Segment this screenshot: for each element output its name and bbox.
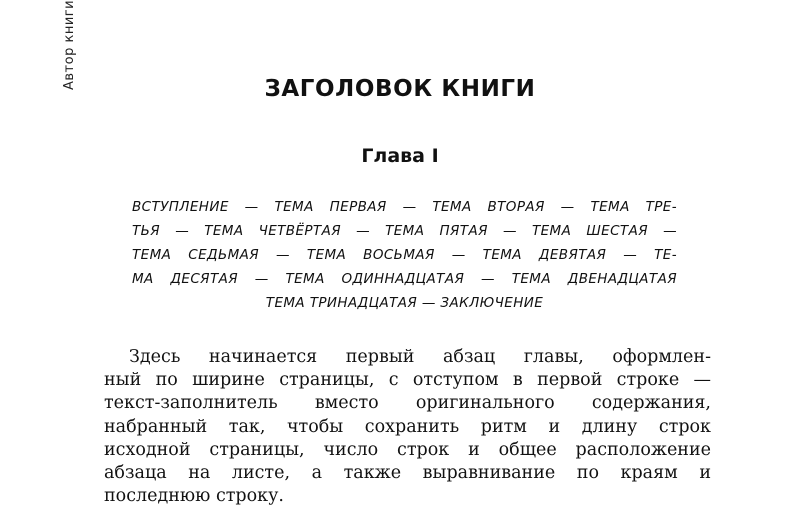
body-line: ный по ширине страницы, с отступом в первой строке — bbox=[104, 370, 711, 391]
synopsis-line: МА ДЕСЯТАЯ — ТЕМА ОДИННАДЦАТАЯ — ТЕМА ДВЕНАДЦАТАЯ bbox=[132, 271, 677, 287]
body-line: набранный так, чтобы сохранить ритм и длину строк bbox=[104, 416, 711, 437]
synopsis-line: ТЬЯ — ТЕМА ЧЕТВЁРТАЯ — ТЕМА ПЯТАЯ — ТЕМА ШЕСТАЯ — bbox=[132, 223, 677, 239]
body-line: текст-заполнитель вместо оригинального содержания, bbox=[104, 393, 711, 414]
body-paragraph bbox=[104, 346, 711, 508]
body-line: последнюю строку. bbox=[104, 486, 284, 507]
synopsis-line: ВСТУПЛЕНИЕ — ТЕМА ПЕРВАЯ — ТЕМА ВТОРАЯ — ТЕМА ТРЕ- bbox=[132, 199, 677, 215]
body-line: Здесь начинается первый абзац главы, оформлен- bbox=[129, 347, 711, 367]
body-line: абзаца на листе, а также выравнивание по краям и bbox=[104, 463, 711, 484]
body-line: исходной страницы, число строк и общее расположение bbox=[104, 439, 711, 460]
chapter-synopsis bbox=[132, 195, 677, 315]
book-title: ЗАГОЛОВОК КНИГИ bbox=[264, 76, 536, 102]
running-head: Автор книги bbox=[62, 0, 77, 90]
synopsis-line: ТЕМА СЕДЬМАЯ — ТЕМА ВОСЬМАЯ — ТЕМА ДЕВЯТАЯ — ТЕ- bbox=[132, 247, 677, 263]
synopsis-line: ТЕМА ТРИНАДЦАТАЯ — ЗАКЛЮЧЕНИЕ bbox=[265, 295, 544, 311]
chapter-heading: Глава I bbox=[361, 145, 439, 167]
